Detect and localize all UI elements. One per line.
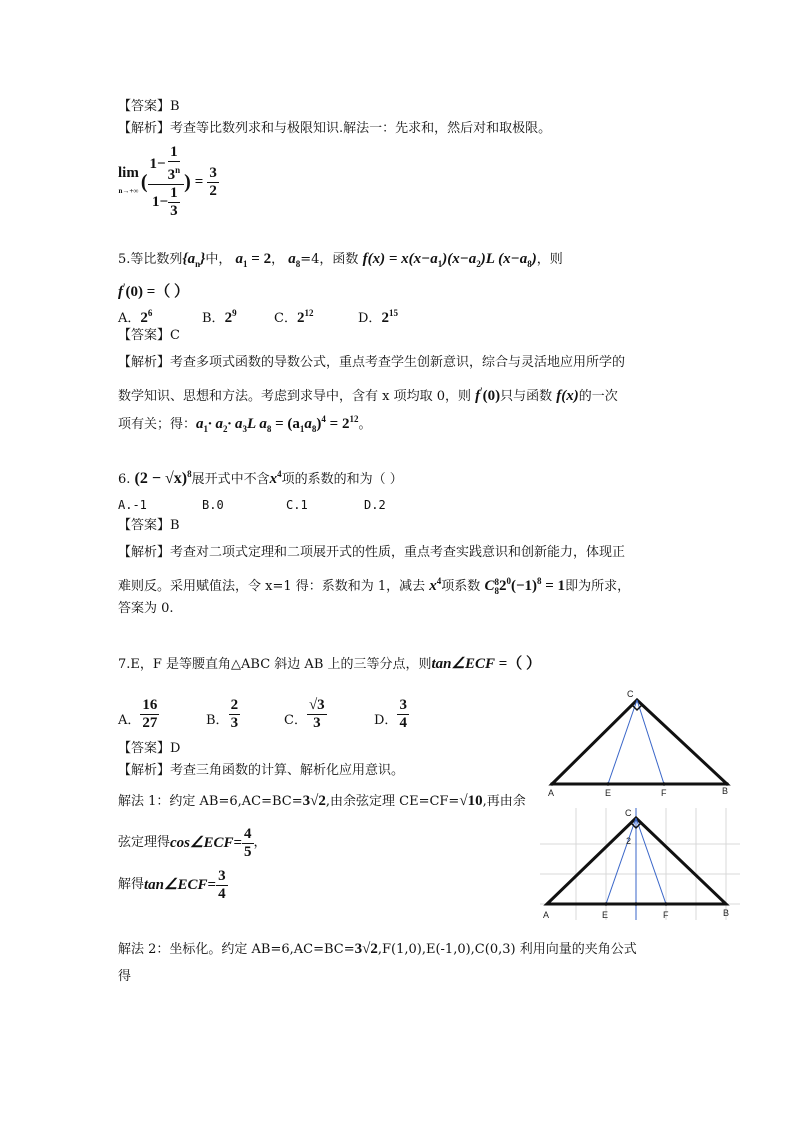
q5-analysis-line3: 项有关；得：$a_1\cdot a_2\cdot a_3L$ $a_8 = (a_1a_8)^4 = 2^{12}$。 xyxy=(118,414,372,434)
q6-choice-b[interactable]: B.0 xyxy=(202,498,224,512)
q5-choice-d[interactable]: D．$2^{15}$ xyxy=(358,308,398,326)
q6-choices xyxy=(118,496,458,514)
q5-stem-line2: f'(0) =（ ） xyxy=(118,282,190,300)
q5-analysis-line2: 数学知识、思想和方法。考虑到求导中，含有 x 项均取 0，则 f'(0)只与函数 f(x)的一次 xyxy=(118,386,618,404)
q5-analysis-line1: 【解析】考查多项式函数的导数公式，重点考查学生创新意识，综合与灵活地应用所学的 xyxy=(118,355,626,370)
q7-solution2-line2: 得 xyxy=(118,969,132,984)
label-a-grid: A xyxy=(543,910,550,920)
limit-operator: lim n→+∞ xyxy=(118,165,139,195)
triangle-figure-2 xyxy=(540,808,740,920)
q5-choice-a[interactable]: A．$2^6$ xyxy=(118,308,153,326)
q7-choice-b[interactable]: B． $\frac{2}{3}$ xyxy=(206,697,239,731)
q6-analysis-line3: 答案为 0. xyxy=(118,601,174,616)
triangle-abc xyxy=(552,700,727,784)
q5-answer: 【答案】C xyxy=(118,328,180,343)
q7-choice-c[interactable]: C． $\frac{√3}{3}$ xyxy=(284,697,325,731)
label-b: B xyxy=(722,786,729,796)
q6-stem: 6. $(2 - √x)^8$展开式中不含$x^4$项的系数的和为（ ） xyxy=(118,469,403,487)
q7-choice-d[interactable]: D． $\frac{3}{4}$ xyxy=(374,697,407,731)
limit-result: $\frac{3}{2}$ xyxy=(209,164,217,199)
q7-solution2-line1: 解法 2：坐标化。约定 AB=6,AC=BC=3√2,F(1,0),E(-1,0),C(0,3) 利用向量的夹角公式 xyxy=(118,941,637,957)
q7-solution1-line2: 弦定理得 cos∠ECF = $\frac{4}{5}$ ， xyxy=(118,825,267,860)
q5-stem-line1: 5.等比数列$\{a_n\}$中， $a_1 = 2$， $a_8=4$，函数 $f(x) = x(x-a_1)(x-a_2)L$ $(x-a_8)$，则 xyxy=(118,251,563,269)
q7-solution1-line1: 解法 1：约定 AB=6,AC=BC=3√2,由余弦定理 CE=CF=√10,再由余 xyxy=(118,793,526,809)
q6-choice-a[interactable]: A.-1 xyxy=(118,498,147,512)
q7-choices xyxy=(118,686,438,732)
q4-analysis: 【解析】考查等比数列求和与极限知识.解法一：先求和，然后对和取极限。 xyxy=(118,121,552,136)
label-c: C xyxy=(627,689,634,699)
q7-solution1-line3: 解得 tan∠ECF = $\frac{3}{4}$ xyxy=(118,867,226,902)
q6-choice-d[interactable]: D.2 xyxy=(364,498,386,512)
label-e-grid: E xyxy=(602,910,609,920)
label-f-grid: F xyxy=(663,910,669,920)
q6-answer: 【答案】B xyxy=(118,518,180,533)
limit-big-fraction: 1− $\frac{1}{3^n}$ 1− $\frac{1}{3}$ xyxy=(148,144,185,220)
q4-answer: 【答案】B xyxy=(118,99,180,114)
triangle-figure-1 xyxy=(545,688,735,800)
label-c-grid: C xyxy=(625,808,632,818)
q4-limit-formula: lim n→+∞ ( 1− $\frac{1}{3^n}$ 1− $\frac{1}{3}$ ) = $\frac{3}{2}$ xyxy=(118,144,217,219)
label-f: F xyxy=(661,788,667,798)
q5-choice-b[interactable]: B．$2^9$ xyxy=(202,308,237,326)
q6-analysis-line1: 【解析】考查对二项式定理和二项展开式的性质，重点考查实践意识和创新能力，体现正 xyxy=(118,545,626,560)
label-b-grid: B xyxy=(723,908,730,918)
label-a: A xyxy=(548,788,555,798)
q7-choice-a[interactable]: A． $\frac{16}{27}$ xyxy=(118,697,158,731)
q6-choice-c[interactable]: C.1 xyxy=(286,498,308,512)
q7-analysis: 【解析】考查三角函数的计算、解析化应用意识。 xyxy=(118,763,405,778)
q7-answer: 【答案】D xyxy=(118,741,181,756)
label-e: E xyxy=(605,788,612,798)
q5-choice-c[interactable]: C．$2^{12}$ xyxy=(274,308,314,326)
q7-stem: 7.E，F 是等腰直角△ABC 斜边 AB 上的三等分点，则tan∠ECF =（ ） xyxy=(118,656,542,672)
q5-choices xyxy=(118,304,538,324)
q6-analysis-line2: 难则反。采用赋值法，令 x=1 得：系数和为 1，减去 $x^4$项系数 C 8 8 $2^0(-1)^8 = 1$即为所求， xyxy=(118,576,631,596)
axis-tick-label: 2 xyxy=(626,836,632,846)
